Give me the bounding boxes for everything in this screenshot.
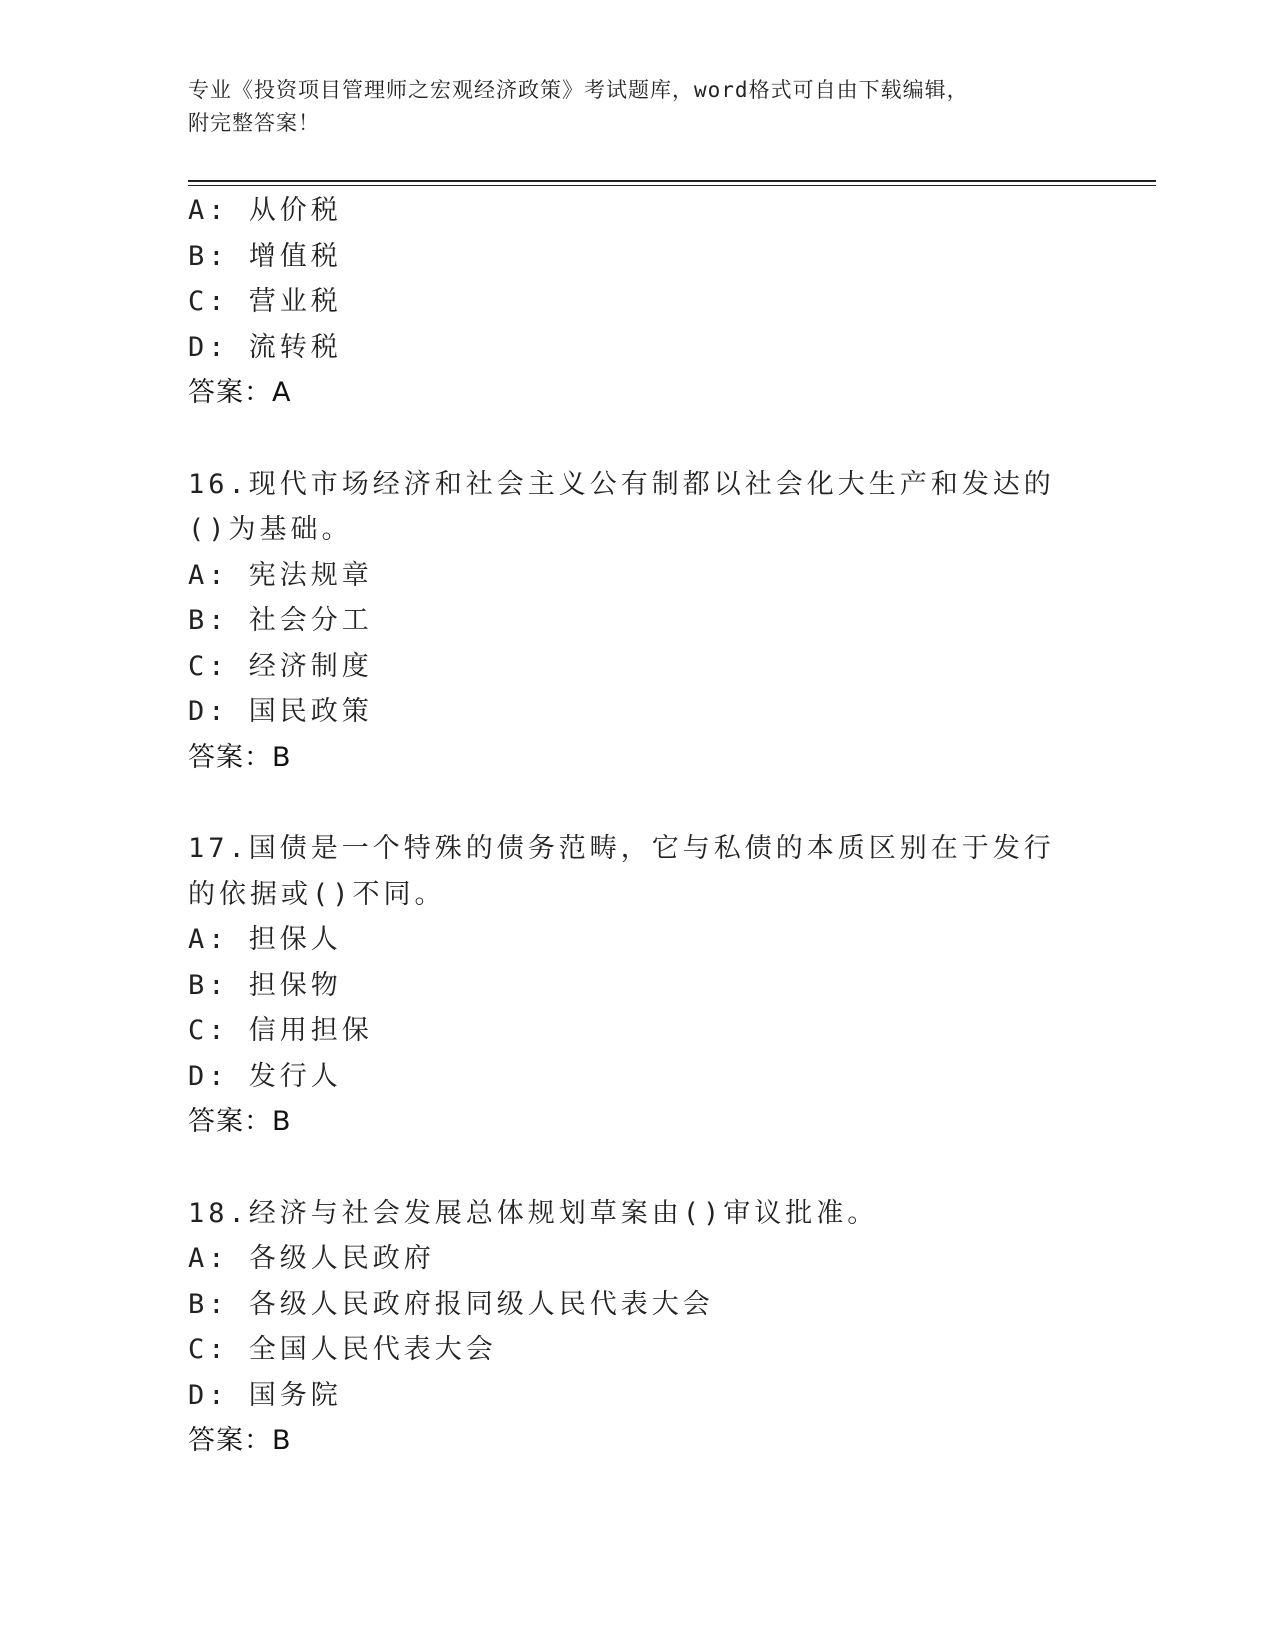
option-a: A: 各级人民政府 — [188, 1243, 435, 1274]
question-stem: 18.经济与社会发展总体规划草案由()审议批准。 — [188, 1197, 879, 1229]
answer-line: 答案：A — [188, 377, 292, 408]
question-stem: 17.国债是一个特殊的债务范畴，它与私债的本质区别在于发行的依据或()不同。 — [188, 833, 1055, 910]
option-d: D: 发行人 — [188, 1060, 342, 1092]
option-c: C: 信用担保 — [188, 1015, 373, 1046]
option-b: B: 社会分工 — [188, 605, 373, 636]
option-d: D: 国民政策 — [188, 696, 373, 727]
question-15 — [188, 188, 1088, 416]
option-d: D: 国务院 — [188, 1379, 342, 1411]
option-b: B: 担保物 — [188, 969, 342, 1001]
option-c: C: 营业税 — [188, 286, 342, 317]
answer-line: 答案：B — [188, 1106, 292, 1137]
option-c: C: 经济制度 — [188, 650, 373, 682]
answer-line: 答案：B — [188, 741, 292, 773]
option-a: A: 从价税 — [188, 195, 342, 226]
option-c: C: 全国人民代表大会 — [188, 1334, 497, 1365]
header-divider-thin — [188, 185, 1156, 186]
spacer — [188, 780, 1088, 826]
option-a: A: 担保人 — [188, 924, 342, 955]
question-stem: 16.现代市场经济和社会主义公有制都以社会化大生产和发达的()为基础。 — [188, 468, 1055, 545]
document-header — [188, 74, 1088, 140]
question-18 — [188, 1191, 1088, 1464]
spacer — [188, 1145, 1088, 1191]
option-d: D: 流转税 — [188, 331, 342, 363]
answer-line: 答案：B — [188, 1425, 292, 1456]
spacer — [188, 416, 1088, 462]
option-a: A: 宪法规章 — [188, 559, 373, 591]
option-b: B: 增值税 — [188, 240, 342, 272]
question-17 — [188, 826, 1088, 1145]
header-line-1: 专业《投资项目管理师之宏观经济政策》考试题库，word格式可自由下载编辑， — [188, 78, 969, 102]
header-divider-thick — [188, 180, 1156, 182]
header-line-2: 附完整答案！ — [188, 111, 320, 135]
question-16 — [188, 462, 1088, 781]
question-list — [188, 188, 1088, 1464]
option-b: B: 各级人民政府报同级人民代表大会 — [188, 1288, 714, 1320]
